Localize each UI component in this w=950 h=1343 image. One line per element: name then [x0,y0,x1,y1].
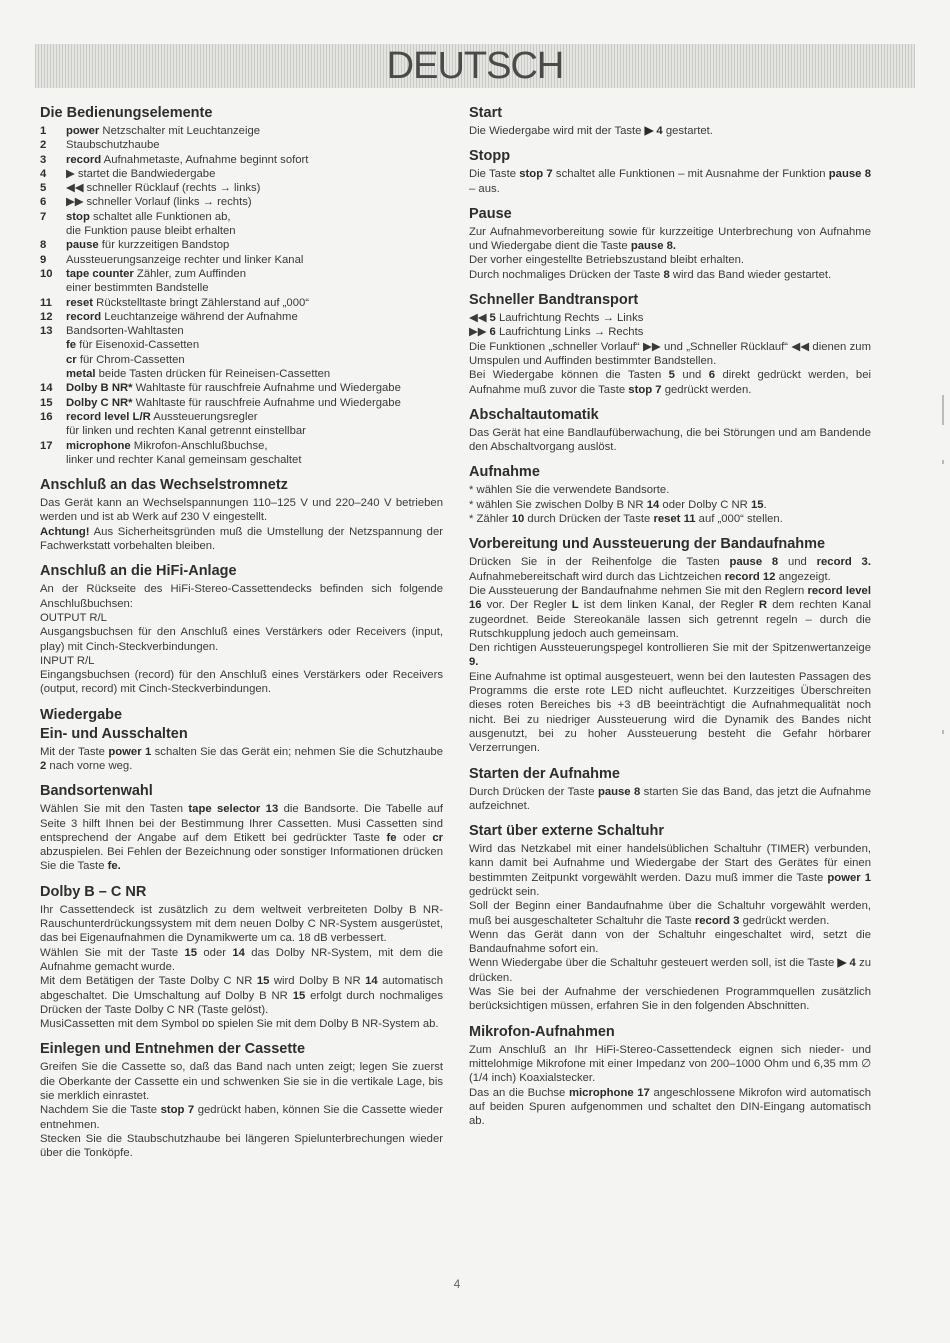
item-number: 4 [40,167,47,180]
right-column [469,104,871,1137]
item-text: power Netzschalter mit Leuchtanzeige [66,125,261,137]
paragraph: Zum Anschluß an Ihr HiFi-Stereo-Cassettendeck eignen sich nieder- und mittelohmige Mikrofone mit einer Impedanz von 200–1000 Ohm und 6,35 mm ∅ (1/4 inch) Koaxialstecker. [469,1043,871,1085]
item-number [40,338,66,352]
section-heading: Einlegen und Entnehmen der Cassette [40,1041,306,1058]
binding-mark [942,460,944,464]
item-number: 1 [40,125,47,137]
item-text: Dolby B NR* Wahltaste für rauschfreie Aufnahme und Wiedergabe [66,382,401,395]
item-number: 16 [40,410,53,423]
section-heading: Start über externe Schaltuhr [469,823,664,840]
list-item [40,338,443,352]
item-number [40,424,66,438]
item-number: 15 [40,396,53,409]
list-item [40,381,443,395]
item-number: 5 [40,182,47,195]
section-hifi [40,562,443,696]
section-heading: Aufnahme [469,464,540,481]
paragraph: INPUT R/L [40,654,95,667]
item-number: 6 [40,196,47,209]
list-item [40,439,443,453]
section-record [469,463,871,526]
section-autostop [469,406,871,455]
item-text: cr für Chrom-Cassetten [66,353,185,366]
section-start [469,104,871,138]
section-cassette [40,1040,443,1160]
paragraph: Drücken Sie in der Reihenfolge die Tasten pause 8 und record 3. Aufnahmebereitschaft wird durch das Lichtzeichen record 12 angezeigt. [469,556,871,583]
section-heading: Schneller Bandtransport [469,292,639,309]
item-number [40,453,66,467]
item-number: 17 [40,439,53,452]
section-heading: Dolby B – C NR [40,883,147,900]
section-stopp [469,147,871,196]
item-number: 12 [40,310,53,323]
paragraph: Das Gerät kann an Wechselspannungen 110–125 V und 220–240 V betrieben werden und ist ab Werk auf 230 V eingestellt. [40,497,443,524]
item-text: für linken und rechten Kanal getrennt einstellbar [66,425,306,438]
section-heading: Mikrofon-Aufnahmen [469,1023,615,1040]
item-text: fe für Eisenoxid-Cassetten [66,339,200,352]
list-item [40,195,443,209]
item-text: linker und rechter Kanal gemeinsam geschaltet [66,453,302,466]
list-item [40,296,443,310]
controls-list [40,124,443,467]
paragraph: Ihr Cassettendeck ist zusätzlich zu dem weltweit verbreiteten Dolby B NR-Rauschunterdrückungssystem mit dem neuen Dolby C NR-System ausgerüstet, das bei Eigenaufnahmen die Dynamikwerte um ca. 18 dB verbessert. [40,903,443,945]
item-text: metal beide Tasten drücken für Reineisen-Cassetten [66,368,331,381]
paragraph: OUTPUT R/L [40,611,107,624]
section-subheading: Ein- und Ausschalten [40,725,188,742]
item-text: stop schaltet alle Funktionen ab, [66,210,231,223]
section-heading: Anschluß an das Wechselstromnetz [40,477,288,494]
list-item [40,153,443,167]
section-heading: Stopp [469,148,511,165]
section-tapetype [40,782,443,873]
section-playback [40,706,443,774]
item-text: pause für kurzzeitigen Bandstop [66,239,230,252]
section-dolby [40,883,443,1032]
list-item [40,424,443,438]
paragraph: Ausgangsbuchsen für den Anschluß eines Verstärkers oder Receivers (input, play) mit Cinch-Steckverbindungen. [40,626,443,653]
item-text: reset Rückstelltaste bringt Zählerstand auf „000“ [66,296,310,309]
paragraph: Durch Drücken der Taste pause 8 starten Sie das Band, das jetzt die Aufnahme aufzeichnet. [469,785,871,812]
section-pause [469,205,871,282]
list-item [40,124,443,138]
list-item [40,181,443,195]
item-text: einer bestimmten Bandstelle [66,282,209,295]
paragraph: Die Aussteuerung der Bandaufnahme nehmen Sie mit den Reglern record level 16 vor. Der Regler L ist dem linken Kanal, der Regler R dem rechten Kanal zugeordnet. Beide Stereokanäle lassen sich getrennt regeln – durch die Rutschkupplung jedoch auch gemeinsam. [469,584,871,640]
section-fast-transport [469,291,871,397]
paragraph: Das an die Buchse microphone 17 angeschlossene Mikrofon wird automatisch auf beiden Spuren aufgenommen und schaltet den DIN-Eingang automatisch ab. [469,1086,871,1128]
paragraph: Die Funktionen „schneller Vorlauf“ ▶▶ und „Schneller Rücklauf“ ◀◀ dienen zum Umspulen und Auffinden bestimmter Bandstellen. [469,340,871,367]
paragraph: Greifen Sie die Cassette so, daß das Band nach unten zeigt; legen Sie zuerst die Oberkante der Cassette ein und schwenken Sie sie in die vertikale Lage, bis sie merklich einrastet. [40,1061,443,1103]
list-item [40,281,443,295]
item-text: ▶ startet die Bandwiedergabe [66,167,216,180]
paragraph: Stecken Sie die Staubschutzhaube bei längeren Spielunterbrechungen wieder über die Tonköpfe. [40,1132,443,1160]
item-text: record Leuchtanzeige während der Aufnahme [66,310,298,323]
paragraph: MusiCassetten mit dem Symbol ᴅᴅ spielen Sie mit dem Dolby B NR-System ab. [40,1018,439,1031]
section-controls [40,104,443,467]
item-text: die Funktion pause bleibt erhalten [66,225,236,238]
item-number [40,224,66,238]
item-text: Bandsorten-Wahltasten [66,325,184,338]
item-number: 10 [40,267,53,280]
paragraph: Das Gerät hat eine Bandlaufüberwachung, die bei Störungen und am Bandende den Abschaltvorgang auslöst. [469,426,871,454]
item-number: 9 [40,253,47,266]
item-number: 13 [40,325,53,338]
item-number: 11 [40,296,52,309]
left-column [40,104,443,1170]
list-item [40,238,443,252]
section-heading: Vorbereitung und Aussteuerung der Bandaufnahme [469,536,826,553]
paragraph: Mit dem Betätigen der Taste Dolby C NR 15 wird Dolby B NR 14 automatisch abgeschaltet. Die Umschaltung auf Dolby B NR 15 erfolgt durch nochmaliges Drücken der Taste Dolby C NR (Taste gelöst). [40,975,443,1016]
section-heading: Abschaltautomatik [469,406,599,423]
section-heading: Starten der Aufnahme [469,765,620,782]
list-item: * Zähler 10 durch Drücken der Taste reset 11 auf „000“ stellen. [469,513,783,526]
page-number: 4 [453,1277,461,1291]
paragraph: Der vorher eingestellte Betriebszustand bleibt erhalten. [469,254,745,267]
item-text: ▶▶ schneller Vorlauf (links → rechts) [66,196,252,209]
section-start-recording [469,765,871,814]
list-item [40,353,443,367]
paragraph: Durch nochmaliges Drücken der Taste 8 wird das Band wieder gestartet. [469,268,832,281]
section-heading: Start [469,105,503,121]
title-banner [35,44,915,88]
paragraph: Eingangsbuchsen (record) für den Anschluß eines Verstärkers oder Receivers (output, record) mit Cinch-Steckverbindungen. [40,669,443,696]
item-number: 3 [40,153,47,166]
section-heading: Pause [469,205,512,222]
list-item [40,453,443,467]
section-microphone [469,1023,871,1129]
item-text: microphone Mikrofon-Anschlußbuchse, [66,439,268,452]
item-text: tape counter Zähler, zum Auffinden [66,267,246,280]
section-heading: Wiedergabe [40,706,123,723]
list-item [40,310,443,324]
paragraph: Nachdem Sie die Taste stop 7 gedrückt haben, können Sie die Cassette wieder entnehmen. [40,1104,443,1131]
paragraph: Mit der Taste power 1 schalten Sie das Gerät ein; nehmen Sie die Schutzhaube 2 nach vorne weg. [40,745,443,772]
section-recording-prep [469,535,871,755]
list-item [40,267,443,281]
list-item [40,324,443,338]
paragraph: Wird das Netzkabel mit einer handelsüblichen Schaltuhr (TIMER) verbunden, kann damit bei Aufnahme und Wiedergabe der Start des Gerätes für einen bestimmten Zeitpunkt vorgewählt werden. Dazu muß immer die Taste power 1 gedrückt sein. [469,843,871,898]
section-timer [469,822,871,1014]
item-text: Dolby C NR* Wahltaste für rauschfreie Aufnahme und Wiedergabe [66,396,401,409]
list-item [40,224,443,238]
paragraph: Die Wiedergabe wird mit der Taste ▶ 4 gestartet. [469,125,713,137]
paragraph: Soll der Beginn einer Bandaufnahme über die Schaltuhr vorgewählt werden, muß bei ausgeschalteter Schaltuhr die Taste record 3 gedrückt werden. [469,900,871,927]
list-item [40,167,443,181]
item-text: record level L/R Aussteuerungsregler [66,410,258,423]
paragraph: Wenn das Gerät dann von der Schaltuhr eingeschaltet wird, setzt die Bandaufnahme sofort ein. [469,928,871,956]
binding-mark [942,730,944,734]
item-number: 8 [40,239,47,252]
list-item: * wählen Sie die verwendete Bandsorte. [469,484,670,497]
item-number: 2 [40,139,47,152]
item-text: Aussteuerungsanzeige rechter und linker Kanal [66,253,304,266]
item-number [40,367,66,381]
paragraph: Wenn Wiedergabe über die Schaltuhr gesteuert werden soll, ist die Taste ▶ 4 zu drücken. [469,957,872,984]
list-item [40,396,443,410]
paragraph: Bei Wiedergabe können die Tasten 5 und 6 direkt gedrückt werden, bei Aufnahme muß zuvor die Taste stop 7 gedrückt werden. [469,369,871,396]
list-item [40,410,443,424]
paragraph: An der Rückseite des HiFi-Stereo-Cassettendecks befinden sich folgende Anschlußbuchsen: [40,583,443,610]
paragraph: Wählen Sie mit der Taste 15 oder 14 das Dolby NR-System, mit dem die Aufnahme gemacht wurde. [40,946,444,973]
page-title: DEUTSCH [386,45,564,87]
item-text: Staubschutzhaube [66,139,160,152]
list-item [40,138,443,152]
list-item [40,210,443,224]
section-heading: Anschluß an die HiFi-Anlage [40,563,237,580]
paragraph: Wählen Sie mit den Tasten tape selector 13 die Bandsorte. Die Tabelle auf Seite 3 hilft Ihnen bei der Bestimmung Ihrer Cassetten. Musi Cassetten sind entsprechend der Angabe auf dem Etikett bei gedrückter Taste fe oder cr abzuspielen. Bei Fehlen der Bezeichnung oder sonstiger Informationen drücken Sie die Taste fe. [40,803,443,873]
binding-mark [942,395,944,425]
section-heading: Bandsortenwahl [40,783,153,800]
paragraph: Eine Aufnahme ist optimal ausgesteuert, wenn bei den lautesten Passagen des Programms die erste rote LED nicht aufleuchtet. Kurzzeitiges Überschreiten dieses roten Bereiches bis +3 dB beeinträchtigt die Aufnahmequalität noch nicht. Bei zu niedriger Aussteuerung wird die Dynamik des Bandes nicht ausgenutzt, bei zu hoher Aussteuerung besteht die Gefahr hörbarer Verzerrungen. [469,670,871,755]
section-heading: Die Bedienungselemente [40,105,213,121]
paragraph: Was Sie bei der Aufnahme der verschiedenen Programmquellen zusätzlich berücksichtigen müssen, erfahren Sie in den folgenden Abschnitten. [469,986,871,1013]
list-item [40,367,443,381]
item-text: ◀◀ schneller Rücklauf (rechts → links) [66,182,261,195]
paragraph: Zur Aufnahmevorbereitung sowie für kurzzeitige Unterbrechung von Aufnahme und Wiedergabe dient die Taste pause 8. [469,225,871,253]
item-number: 14 [40,382,53,395]
paragraph: ◀◀ 5 Laufrichtung Rechts → Links [469,312,644,325]
list-item [40,253,443,267]
section-mains [40,476,443,553]
item-text: record Aufnahmetaste, Aufnahme beginnt sofort [66,153,309,166]
paragraph: Achtung! Aus Sicherheitsgründen muß die Umstellung der Netzspannung der Fachwerkstatt vorbehalten bleiben. [40,525,443,553]
paragraph: Den richtigen Aussteuerungspegel kontrollieren Sie mit der Spitzenwertanzeige 9. [469,642,871,669]
item-number [40,281,66,295]
paragraph: ▶▶ 6 Laufrichtung Links → Rechts [469,326,644,339]
item-number: 7 [40,210,47,223]
item-number [40,353,66,367]
paragraph: Die Taste stop 7 schaltet alle Funktionen – mit Ausnahme der Funktion pause 8 – aus. [469,168,871,195]
list-item: * wählen Sie zwischen Dolby B NR 14 oder Dolby C NR 15. [469,498,767,511]
